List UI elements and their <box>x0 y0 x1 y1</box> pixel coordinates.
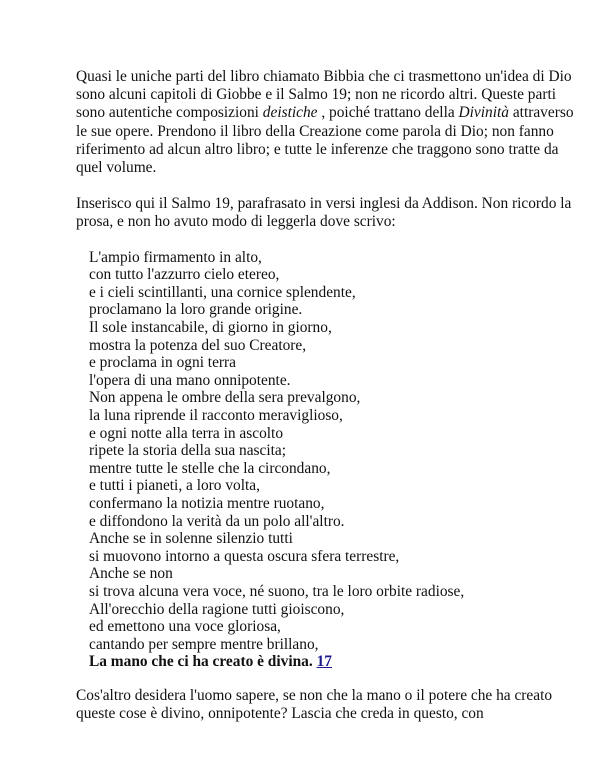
poem-line: confermano la notizia mentre ruotano, <box>89 494 325 512</box>
poem-line: mentre tutte le stelle che la circondano, <box>89 459 331 477</box>
poem-line: ed emettono una voce gloriosa, <box>89 618 281 636</box>
poem-line: Il sole instancabile, di giorno in giorno, <box>89 319 332 336</box>
intro-text-3: attraverso le sue opere. Prendono il libro della Creazione come parola di Dio; non fanno riferimento ad alcun altro libro; e tutte le inferenze che traggono sono tratte da quel volume. <box>76 104 574 177</box>
poem-line: e proclama in ogni terra <box>89 354 237 372</box>
poem-line: Anche se non <box>89 565 173 583</box>
poem-line: si trova alcuna vera voce, né suono, tra le loro orbite radiose, <box>89 582 465 600</box>
poem-line: L'ampio firmamento in alto, <box>89 248 262 266</box>
poem-line: Non appena le ombre della sera prevalgono, <box>89 389 361 407</box>
poem-line: cantando per sempre mentre brillano, <box>89 635 319 653</box>
intro-text-1: Quasi le uniche parti del libro chiamato Bibbia che ci trasmettono un'idea di Dio sono alcuni capitoli di Giobbe e il Salmo 19; non ne ricordo altri. Queste parti sono autentiche composizioni <box>76 68 572 122</box>
poem-lines <box>89 249 576 654</box>
poem-line: la luna riprende il racconto meraviglioso, <box>89 406 343 424</box>
poem-line: All'orecchio della ragione tutti gioiscono, <box>89 600 345 618</box>
intro-paragraph <box>76 68 576 177</box>
poem-last-line <box>89 653 576 671</box>
poem-line: mostra la potenza del suo Creatore, <box>89 336 307 354</box>
poem-last-line-text: La mano che ci ha creato è divina. <box>89 653 313 671</box>
psalm-intro-paragraph: Inserisco qui il Salmo 19, parafrasato in versi inglesi da Addison. Non ricordo la prosa, e non ho avuto modo di leggerla dove scrivo: <box>76 195 572 231</box>
intro-emphasis-divinita: Divinità <box>458 104 509 122</box>
poem-line: Anche se in solenne silenzio tutti <box>89 530 293 548</box>
closing-paragraph: Cos'altro desidera l'uomo sapere, se non che la mano o il potere che ha creato queste cose è divino, onnipotente? Lascia che creda in questo, con <box>76 686 553 723</box>
poem-line: ripete la storia della sua nascita; <box>89 442 287 460</box>
poem-line: e i cieli scintillanti, una cornice splendente, <box>89 283 356 301</box>
poem-line: proclamano la loro grande origine. <box>89 301 303 319</box>
document-page <box>76 68 576 723</box>
intro-emphasis-deistiche: deistiche <box>262 104 318 122</box>
poem-line: si muovono intorno a questa oscura sfera terrestre, <box>89 547 400 565</box>
psalm-poem <box>89 249 576 671</box>
intro-text-2: , poiché trattano della <box>317 104 459 122</box>
poem-line: con tutto l'azzurro cielo etereo, <box>89 266 280 284</box>
poem-line: e tutti i pianeti, a loro volta, <box>89 477 260 495</box>
footnote-link[interactable]: 17 <box>316 653 332 671</box>
poem-line: l'opera di una mano onnipotente. <box>89 371 291 389</box>
poem-line: e ogni notte alla terra in ascolto <box>89 424 284 442</box>
poem-line: e diffondono la verità da un polo all'altro. <box>89 512 345 530</box>
